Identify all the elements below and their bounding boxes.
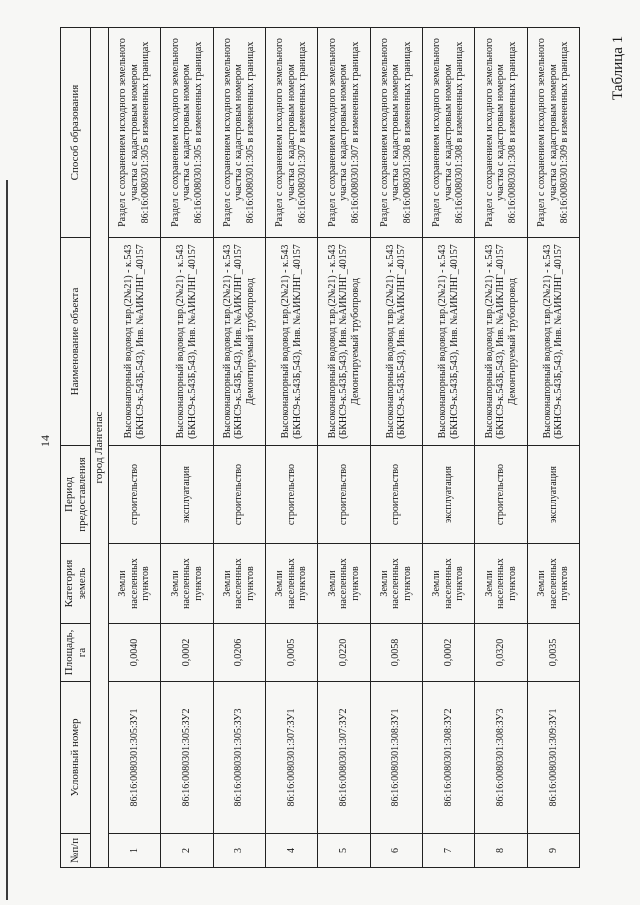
cell-method: Раздел с сохранением исходного земельного участка с кадастровым номером 86:16:0080301:307 в измененных границах — [318, 28, 370, 238]
cell-object — [161, 238, 213, 446]
object-name: Высоконапорный водовод т.вр.(2№21) - к.543 (БКНС9-к.543Б,543), Инв. №АИКЛНГ_40157 — [541, 244, 565, 439]
table-row — [108, 28, 160, 868]
cell-object — [422, 238, 474, 446]
cell-period: строительство — [318, 446, 370, 544]
header-category: Категория земель — [61, 544, 91, 624]
cell-num: 2 — [161, 834, 213, 868]
cell-cadastral: 86:16:0080301:308:ЗУ3 — [475, 682, 527, 834]
cell-cadastral: 86:16:0080301:308:ЗУ2 — [422, 682, 474, 834]
table-row — [527, 28, 579, 868]
cell-object — [475, 238, 527, 446]
cell-method: Раздел с сохранением исходного земельного участка с кадастровым номером 86:16:0080301:305 в измененных границах — [213, 28, 265, 238]
table-row — [422, 28, 474, 868]
cell-num: 3 — [213, 834, 265, 868]
cell-object — [213, 238, 265, 446]
cell-area: 0,0220 — [318, 624, 370, 682]
cell-category: Земли населенных пунктов — [370, 544, 422, 624]
cell-object — [265, 238, 317, 446]
land-plots-table — [60, 27, 580, 868]
object-name: Высоконапорный водовод т.вр.(2№21) - к.543 (БКНС9-к.543Б,543), Инв. №АИКЛНГ_40157 — [437, 244, 460, 439]
cell-category: Земли населенных пунктов — [161, 544, 213, 624]
region-label: город Лангепас — [91, 28, 109, 868]
cell-num: 1 — [108, 834, 160, 868]
table-body — [91, 28, 580, 868]
cell-object — [527, 238, 579, 446]
object-name: Высоконапорный водовод т.вр.(2№21) - к.543 (БКНС9-к.543Б,543), Инв. №АИКЛНГ_40157 — [175, 244, 198, 439]
table-row — [213, 28, 265, 868]
page-number: 14 — [38, 435, 52, 447]
cell-area: 0,0035 — [527, 624, 579, 682]
object-note: Демонтируемый трубопровод — [349, 278, 361, 405]
cell-num: 7 — [422, 834, 474, 868]
cell-num: 6 — [370, 834, 422, 868]
object-name: Высоконапорный водовод т.вр.(2№21) - к.543 (БКНС9-к.543Б,543), Инв. №АИКЛНГ_40157 — [123, 244, 146, 439]
header-object: Наименование объекта — [61, 238, 91, 446]
cell-num: 8 — [475, 834, 527, 868]
cell-num: 4 — [265, 834, 317, 868]
cell-period: строительство — [265, 446, 317, 544]
cell-area: 0,0040 — [108, 624, 160, 682]
cell-area: 0,0005 — [265, 624, 317, 682]
object-name: Высоконапорный водовод т.вр.(2№21) - к.543 (БКНС9-к.543Б,543), Инв. №АИКЛНГ_40157 — [384, 244, 408, 439]
cell-method: Раздел с сохранением исходного земельного участка с кадастровым номером 86:16:0080301:308 в измененных границах — [475, 28, 527, 238]
cell-area: 0,0002 — [161, 624, 213, 682]
object-name: Высоконапорный водовод т.вр.(2№21) - к.543 (БКНС9-к.543Б,543), Инв. №АИКЛНГ_40157 — [221, 244, 245, 439]
cell-period: эксплуатация — [161, 446, 213, 544]
table-row — [370, 28, 422, 868]
cell-area: 0,0058 — [370, 624, 422, 682]
cell-cadastral: 86:16:0080301:305:ЗУ3 — [213, 682, 265, 834]
cell-category: Земли населенных пунктов — [475, 544, 527, 624]
cell-category: Земли населенных пунктов — [213, 544, 265, 624]
header-period: Период предоставления — [61, 446, 91, 544]
table-row — [265, 28, 317, 868]
cell-method: Раздел с сохранением исходного земельного участка с кадастровым номером 86:16:0080301:305 в измененных границах — [161, 28, 213, 238]
page-edge-line — [6, 180, 8, 900]
table-row — [318, 28, 370, 868]
cell-method: Раздел с сохранением исходного земельного участка с кадастровым номером 86:16:0080301:305 в измененных границах — [108, 28, 160, 238]
header-cadastral: Условный номер — [61, 682, 91, 834]
cell-period: эксплуатация — [422, 446, 474, 544]
cell-period: строительство — [475, 446, 527, 544]
cell-method: Раздел с сохранением исходного земельного участка с кадастровым номером 86:16:0080301:309 в измененных границах — [527, 28, 579, 238]
cell-method: Раздел с сохранением исходного земельного участка с кадастровым номером 86:16:0080301:308 в измененных границах — [422, 28, 474, 238]
cell-category: Земли населенных пунктов — [422, 544, 474, 624]
header-row — [61, 28, 91, 868]
cell-cadastral: 86:16:0080301:308:ЗУ1 — [370, 682, 422, 834]
cell-num: 9 — [527, 834, 579, 868]
object-note: Демонтируемый трубопровод — [244, 278, 256, 405]
cell-category: Земли населенных пунктов — [527, 544, 579, 624]
cell-period: строительство — [370, 446, 422, 544]
cell-area: 0,0206 — [213, 624, 265, 682]
cell-method: Раздел с сохранением исходного земельного участка с кадастровым номером 86:16:0080301:307 в измененных границах — [265, 28, 317, 238]
cell-object — [370, 238, 422, 446]
table-row — [475, 28, 527, 868]
object-name: Высоконапорный водовод т.вр.(2№21) - к.543 (БКНС9-к.543Б,543), Инв. №АИКЛНГ_40157 — [280, 244, 303, 439]
cell-cadastral: 86:16:0080301:307:ЗУ2 — [318, 682, 370, 834]
cell-cadastral: 86:16:0080301:307:ЗУ1 — [265, 682, 317, 834]
cell-object — [108, 238, 160, 446]
object-name: Высоконапорный водовод т.вр.(2№21) - к.543 (БКНС9-к.543Б,543), Инв. №АИКЛНГ_40157 — [326, 244, 350, 439]
header-num: №п/п — [61, 834, 91, 868]
table-caption: Таблица 1 — [610, 35, 626, 100]
cell-object — [318, 238, 370, 446]
table-container — [60, 28, 580, 868]
cell-category: Земли населенных пунктов — [265, 544, 317, 624]
table-row — [161, 28, 213, 868]
cell-period: эксплуатация — [527, 446, 579, 544]
cell-category: Земли населенных пунктов — [108, 544, 160, 624]
cell-period: строительство — [213, 446, 265, 544]
cell-cadastral: 86:16:0080301:305:ЗУ1 — [108, 682, 160, 834]
object-name: Высоконапорный водовод т.вр.(2№21) - к.543 (БКНС9-к.543Б,543), Инв. №АИКЛНГ_40157 — [483, 244, 507, 439]
header-area: Площадь, га — [61, 624, 91, 682]
region-row — [91, 28, 109, 868]
cell-method: Раздел с сохранением исходного земельного участка с кадастровым номером 86:16:0080301:308 в измененных границах — [370, 28, 422, 238]
cell-cadastral: 86:16:0080301:305:ЗУ2 — [161, 682, 213, 834]
cell-area: 0,0320 — [475, 624, 527, 682]
object-note: Демонтируемый трубопровод — [506, 278, 518, 405]
cell-period: строительство — [108, 446, 160, 544]
cell-cadastral: 86:16:0080301:309:ЗУ1 — [527, 682, 579, 834]
cell-area: 0,0002 — [422, 624, 474, 682]
cell-num: 5 — [318, 834, 370, 868]
header-method: Способ образования — [61, 28, 91, 238]
cell-category: Земли населенных пунктов — [318, 544, 370, 624]
